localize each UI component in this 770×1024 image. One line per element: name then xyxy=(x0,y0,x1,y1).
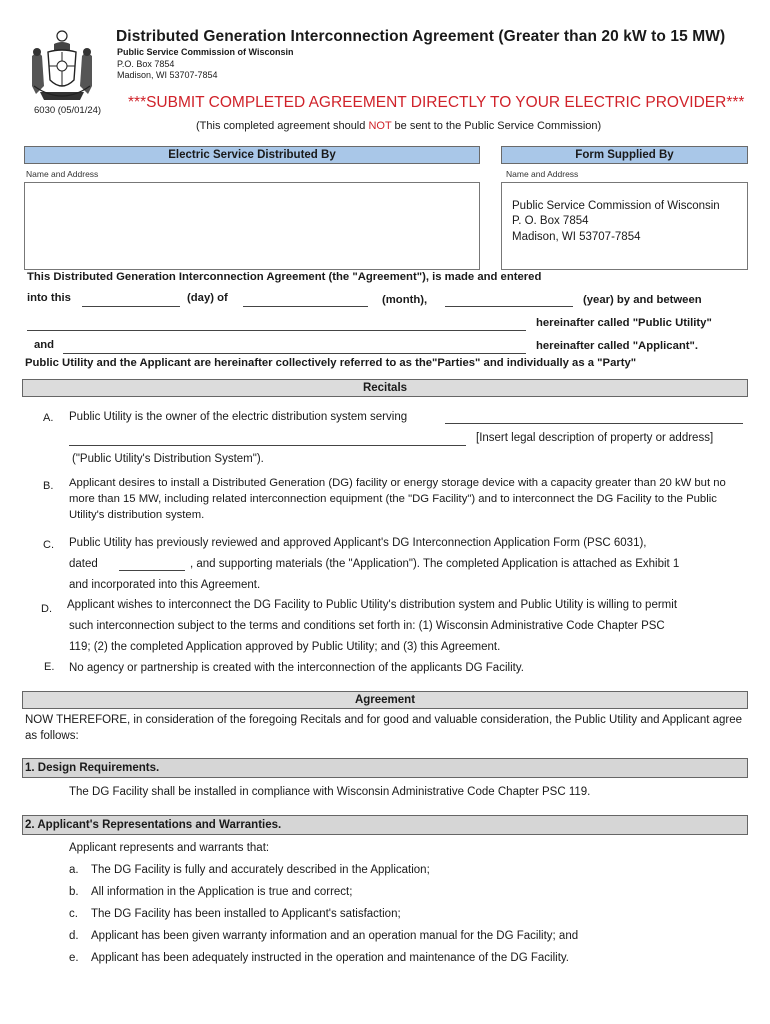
not-sent-pre: (This completed agreement should xyxy=(196,120,369,132)
public-utility-label: hereinafter called "Public Utility" xyxy=(536,317,712,329)
name-address-label-left: Name and Address xyxy=(26,169,99,179)
supplied-by-line2: P. O. Box 7854 xyxy=(512,215,589,227)
agency-address-line2: Madison, WI 53707-7854 xyxy=(117,70,218,80)
legal-description-field[interactable] xyxy=(69,433,466,446)
applicant-label: hereinafter called "Applicant". xyxy=(536,340,699,352)
recital-a-line3: ("Public Utility's Distribution System"). xyxy=(72,453,264,465)
warranty-letter: d. xyxy=(69,930,79,942)
recital-d-line1: Applicant wishes to interconnect the DG Facility to Public Utility's distribution system and Public Utility is willing to permit xyxy=(67,599,678,611)
into-this-label: into this xyxy=(27,292,71,304)
recital-e-letter: E. xyxy=(44,661,55,673)
state-seal-logo xyxy=(24,22,100,106)
day-of-label: (day) of xyxy=(187,292,228,304)
form-number: 6030 (05/01/24) xyxy=(34,105,102,116)
public-utility-name-field[interactable] xyxy=(27,318,526,331)
warranty-text: Applicant has been given warranty information and an operation manual for the DG Facility; and xyxy=(91,930,579,942)
electric-service-name-address-field[interactable] xyxy=(24,182,480,270)
recital-b-letter: B. xyxy=(43,480,54,492)
warranty-letter: c. xyxy=(69,908,78,920)
recital-c-letter: C. xyxy=(43,539,54,551)
applicant-name-field[interactable] xyxy=(63,341,526,354)
warranty-text: The DG Facility is fully and accurately described in the Application; xyxy=(91,864,430,876)
not-sent-post: be sent to the Public Service Commission) xyxy=(391,120,602,132)
name-address-label-right: Name and Address xyxy=(506,169,579,179)
recital-c-dated: dated xyxy=(69,558,98,570)
year-field[interactable] xyxy=(445,294,573,307)
not-sent-emphasis: NOT xyxy=(368,120,392,132)
distribution-system-field[interactable] xyxy=(445,411,743,424)
and-label: and xyxy=(34,339,55,351)
warranty-text: Applicant has been adequately instructed in the operation and maintenance of the DG Facility. xyxy=(91,952,569,964)
month-label: (month), xyxy=(382,294,428,306)
page-title: Distributed Generation Interconnection Agreement (Greater than 20 kW to 15 MW) xyxy=(116,28,726,45)
recital-d-line2: such interconnection subject to the terms and conditions set forth in: (1) Wisconsin Administrative Code Chapter PSC xyxy=(69,620,665,632)
electric-service-heading: Electric Service Distributed By xyxy=(24,146,480,164)
submit-notice: ***SUBMIT COMPLETED AGREEMENT DIRECTLY TO YOUR ELECTRIC PROVIDER*** xyxy=(128,94,745,111)
not-sent-notice xyxy=(196,120,601,132)
recital-c-line1: Public Utility has previously reviewed and approved Applicant's DG Interconnection Application Form (PSC 6031), xyxy=(69,537,647,549)
agency-address-line1: P.O. Box 7854 xyxy=(117,59,175,69)
recital-b-text: Applicant desires to install a Distributed Generation (DG) facility or energy storage device with a capacity greater than 20 kW but no more than 15 MW, including related interconnection equipment (the "DG Facility") and to interconnect the DG Facility to the Public Utility's distribution system. xyxy=(69,477,726,521)
day-field[interactable] xyxy=(82,294,180,307)
agreement-text: NOW THEREFORE, in consideration of the foregoing Recitals and for good and valuable consideration, the Public Utility and Applicant agree as follows: xyxy=(25,714,743,742)
application-date-field[interactable] xyxy=(119,558,185,571)
recital-d-line3: 119; (2) the completed Application approved by Public Utility; and (3) this Agreement. xyxy=(69,641,501,653)
warranty-letter: b. xyxy=(69,886,79,898)
recital-a-letter: A. xyxy=(43,412,54,424)
intro-line1: This Distributed Generation Interconnection Agreement (the "Agreement"), is made and entered xyxy=(27,271,542,283)
recital-d-letter: D. xyxy=(41,603,52,615)
section1-heading: 1. Design Requirements. xyxy=(22,758,748,778)
recital-c-line2: , and supporting materials (the "Application"). The completed Application is attached as Exhibit 1 xyxy=(190,558,680,570)
supplied-by-line3: Madison, WI 53707-7854 xyxy=(512,231,641,243)
warranty-letter: e. xyxy=(69,952,79,964)
agreement-heading: Agreement xyxy=(22,691,748,709)
parties-line: Public Utility and the Applicant are hereinafter collectively referred to as the"Parties" and individually as a "Party" xyxy=(25,357,637,369)
month-field[interactable] xyxy=(243,294,368,307)
section2-intro: Applicant represents and warrants that: xyxy=(69,842,270,854)
recital-a-bracket: [Insert legal description of property or address] xyxy=(476,432,714,444)
recitals-heading: Recitals xyxy=(22,379,748,397)
form-supplied-heading: Form Supplied By xyxy=(501,146,748,164)
agency-name: Public Service Commission of Wisconsin xyxy=(117,47,294,57)
supplied-by-line1: Public Service Commission of Wisconsin xyxy=(512,200,720,212)
year-label: (year) by and between xyxy=(583,294,702,306)
warranty-text: All information in the Application is true and correct; xyxy=(91,886,353,898)
recital-a-line1: Public Utility is the owner of the electric distribution system serving xyxy=(69,411,408,423)
section1-text: The DG Facility shall be installed in compliance with Wisconsin Administrative Code Chapter PSC 119. xyxy=(69,786,591,798)
recital-c-line3: and incorporated into this Agreement. xyxy=(69,579,261,591)
warranty-text: The DG Facility has been installed to Applicant's satisfaction; xyxy=(91,908,401,920)
recital-e-text: No agency or partnership is created with the interconnection of the applicants DG Facility. xyxy=(69,662,524,674)
section2-heading: 2. Applicant's Representations and Warranties. xyxy=(22,815,748,835)
warranty-letter: a. xyxy=(69,864,79,876)
